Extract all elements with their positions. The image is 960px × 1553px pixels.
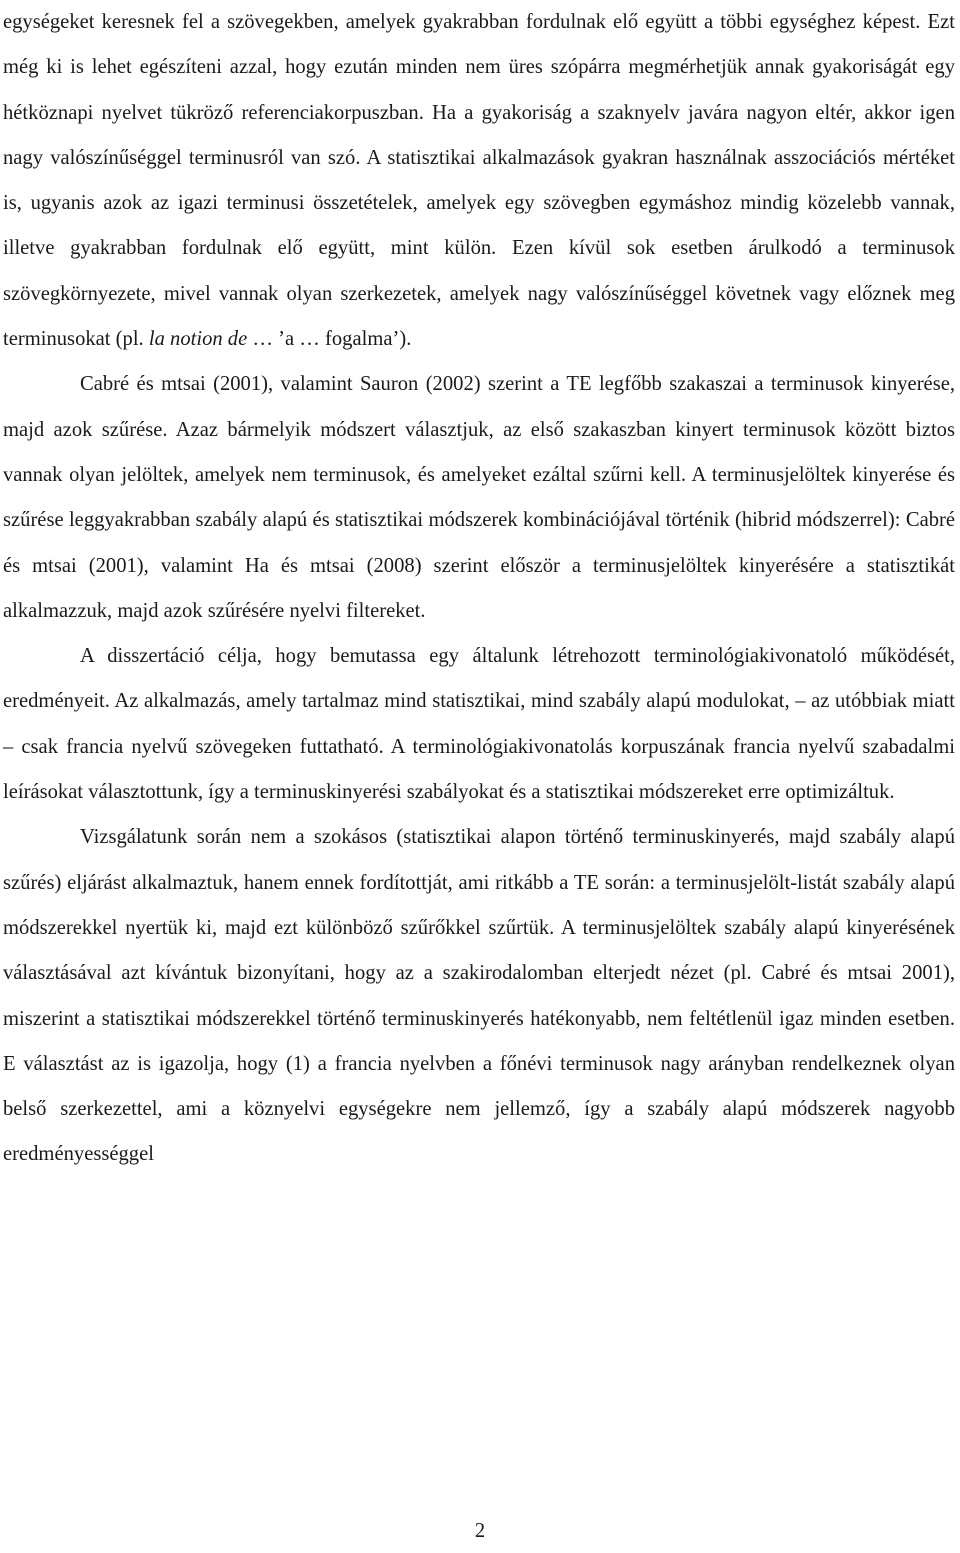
text-run: … ’a … fogalma’). (247, 328, 412, 351)
paragraph-dissertation-goal (3, 634, 955, 815)
paragraph-continued (3, 0, 955, 362)
document-page (3, 0, 955, 1178)
page-number: 2 (474, 1520, 486, 1542)
text-run: egységeket keresnek fel a szövegekben, amelyek gyakrabban fordulnak elő együtt a többi egységhez képest. Ezt még ki is lehet egészíteni azzal, hogy ezután minden nem üres szópárra megmérhetjük annak gyakoriságát egy hétköznapi nyelvet tükröző referenciakorpuszban. Ha a gyakoriság a szaknyelv javára nagyon eltér, akkor igen nagy valószínűséggel terminusról van szó. A statisztikai alkalmazások gyakran használnak asszociációs mértéket is, ugyanis azok az igazi terminusi összetételek, amelyek egy szövegben egymáshoz mindig közelebb vannak, illetve gyakrabban fordulnak elő együtt, mint külön. Ezen kívül sok esetben árulkodó a terminusok szövegkörnyezete, mivel vannak olyan szerkezetek, amelyek nagy valószínűséggel követnek vagy előznek meg terminusokat (pl. (3, 11, 955, 351)
paragraph-method (3, 815, 955, 1177)
italic-phrase: la notion de (148, 328, 248, 351)
text-run: Cabré és mtsai (2001), valamint Sauron (2002) szerint a TE legfőbb szakaszai a terminusok kinyerése, majd azok szűrése. Azaz bármelyik módszert választjuk, az első szakaszban kinyert terminusok között biztos vannak olyan jelöltek, amelyek nem terminusok, és amelyeket ezáltal szűrni kell. A terminusjelöltek kinyerése és szűrése leggyakrabban szabály alapú és statisztikai módszerek kombinációjával történik (hibrid módszerrel): Cabré és mtsai (2001), valamint Ha és mtsai (2008) szerint először a terminusjelöltek kinyerésére a statisztikát alkalmazzuk, majd azok szűrésére nyelvi filtereket. (3, 373, 955, 622)
paragraph-te-stages (3, 362, 955, 634)
text-run: Vizsgálatunk során nem a szokásos (statisztikai alapon történő terminuskinyerés, majd szabály alapú szűrés) eljárást alkalmaztuk, hanem ennek fordítottját, ami ritkább a TE során: a terminusjelölt-listát szabály alapú módszerekkel nyertük ki, majd ezt különböző szűrőkkel szűrtük. A terminusjelöltek szabály alapú kinyerésének választásával azt kívántuk bizonyítani, hogy az a szakirodalomban elterjedt nézet (pl. Cabré és mtsai 2001), miszerint a statisztikai módszerekkel történő terminuskinyerés hatékonyabb, nem feltétlenül igaz minden esetben. E választást az is igazolja, hogy (1) a francia nyelvben a főnévi terminusok nagy arányban rendelkeznek olyan belső szerkezettel, ami a köznyelvi egységekre nem jellemző, így a szabály alapú módszerek nagyobb eredményességgel (3, 826, 955, 1166)
text-run: A disszertáció célja, hogy bemutassa egy általunk létrehozott terminológiakivonatoló működését, eredményeit. Az alkalmazás, amely tartalmaz mind statisztikai, mind szabály alapú modulokat, – az utóbbiak miatt – csak francia nyelvű szövegeken futtatható. A terminológiakivonatolás korpuszának francia nyelvű szabadalmi leírásokat választottunk, így a terminuskinyerési szabályokat és a statisztikai módszereket erre optimizáltuk. (3, 645, 955, 804)
